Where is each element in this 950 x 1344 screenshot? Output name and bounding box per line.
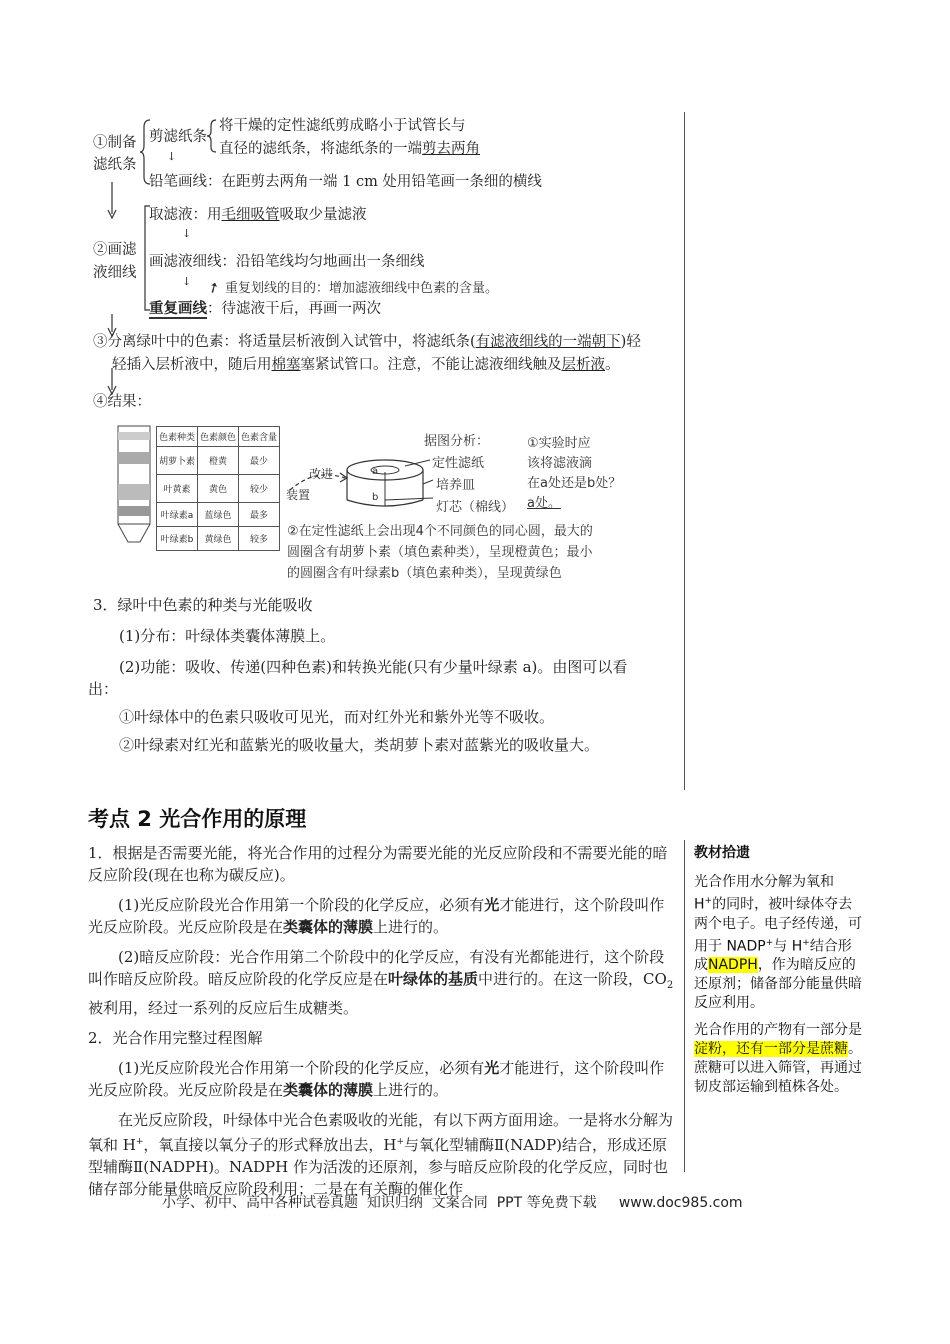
header-cell: 色素颜色 [198, 427, 239, 447]
cell: 最多 [239, 503, 280, 527]
cell: 较少 [239, 475, 280, 503]
table-row [157, 447, 280, 475]
main-p6: 在光反应阶段，叶绿体中光合色素吸收的光能，有以下两方面用途。一是将水分解为氧和 H+，氧直接以氧分子的形式释放出去，H+与氧化型辅酶Ⅱ(NADP)结合，形成还原型辅酶Ⅱ(NADPH)。NADPH 作为活泼的还原剂，参与暗反应阶段的化学反应，同时也储存部分能量供暗反应阶段利用；二是在有关酶的催化作 [88, 1111, 674, 1198]
main-p2: (1)光反应阶段光合作用第一个阶段的化学反应，必须有光才能进行，这个阶段叫作光反应阶段。光反应阶段是在类囊体的薄膜上进行的。 [88, 896, 665, 936]
main-p3: (2)暗反应阶段：光合作用第二个阶段中的化学反应，有没有光都能进行，这个阶段叫作暗反应阶段。暗反应阶段的化学反应是在叶绿体的基质中进行的。在这一阶段，$CO_2$被利用，经过一系列的反应后生成糖类。 [88, 948, 674, 1017]
divider-top [684, 112, 685, 790]
cell: 最少 [239, 447, 280, 475]
arrow-down-3: ↓ [182, 275, 192, 288]
arrow-down-1: ↓ [167, 150, 177, 163]
test-tube-strip [114, 424, 158, 550]
cut-label: 剪滤纸条 [149, 129, 207, 145]
cell: 橙黄 [198, 447, 239, 475]
main-p1: 1．根据是否需要光能，将光合作用的过程分为需要光能的光反应阶段和不需要光能的暗反应阶段(现在也称为碳反应)。 [88, 844, 668, 884]
cell: 黄色 [198, 475, 239, 503]
question2-line1: ②在定性滤纸上会出现4个不同颜色的同心圆，最大的 [287, 524, 593, 539]
sidebar-title: 教材拾遗 [694, 845, 750, 861]
step1-label: ①制备 [93, 135, 137, 151]
step1-label-2: 滤纸条 [93, 157, 137, 173]
main-p5: (1)光反应阶段光合作用第一个阶段的化学反应，必须有光才能进行，这个阶段叫作光反应阶段。光反应阶段是在类囊体的薄膜上进行的。 [88, 1059, 665, 1099]
divider-bottom [684, 840, 685, 1172]
section3-p4: ②叶绿素对红光和蓝紫光的吸收量大，类胡萝卜素对蓝紫光的吸收量大。 [119, 736, 600, 754]
cut-text-1: 将干燥的定性滤纸剪成略小于试管长与 [219, 118, 466, 134]
section3-p1: (1)分布：叶绿体类囊体薄膜上。 [119, 627, 336, 645]
take-text: 取滤液：用毛细吸管吸取少量滤液 [149, 207, 367, 223]
step2-label: ②画滤 [93, 242, 137, 258]
step3-line2: 轻插入层析液中，随后用棉塞塞紧试管口。注意，不能让滤液细线触及层析液。 [112, 357, 620, 373]
question2-line2: 圆圈含有胡萝卜素（填色素种类），呈现橙黄色；最小 [287, 545, 593, 560]
step2-label-2: 液细线 [93, 265, 137, 281]
table-row [157, 475, 280, 503]
question1-line2: 该将滤液滴 [527, 456, 593, 471]
step3-line1: ③分离绿叶中的色素：将适量层析液倒入试管中，将滤纸条(有滤液细线的一端朝下)轻 [93, 334, 641, 350]
repeat-text: 重复画线：待滤液干后，再画一两次 [149, 300, 381, 317]
sidebar-notes [694, 844, 864, 1097]
cell: 较多 [239, 527, 280, 551]
table-header-row [157, 427, 280, 447]
cell: 黄绿色 [198, 527, 239, 551]
main-p4: 2．光合作用完整过程图解 [88, 1029, 263, 1047]
figure-title: 据图分析： [424, 434, 490, 449]
cell: 叶绿素b [157, 527, 198, 551]
footer: 小学、初中、高中各种试卷真题 知识归纳 文案合同 PPT 等免费下载 www.doc985.com [162, 1195, 743, 1211]
table-row [157, 503, 280, 527]
note-arrow-icon: ➚ [204, 278, 223, 298]
cell: 叶黄素 [157, 475, 198, 503]
section3-p3: ①叶绿体中的色素只吸收可见光，而对红外光和紫外光等不吸收。 [119, 708, 555, 726]
improve-label: 改进 [309, 467, 334, 481]
pencil-text: 铅笔画线：在距剪去两角一端 1 cm 处用铅笔画一条细的横线 [149, 174, 542, 190]
question1-line3: 在a处还是b处？ [527, 476, 622, 491]
point-a-label: a [372, 466, 379, 477]
pigment-table [156, 426, 280, 551]
question1-answer: a处。 [527, 496, 561, 511]
section-heading: 考点 2 光合作用的原理 [88, 807, 307, 831]
section3-p2: (2)功能：吸收、传递(四种色素)和转换光能(只有少量叶绿素 a)。由图可以看 [119, 658, 628, 676]
sidebar-note-2: 光合作用的产物有一部分是淀粉，还有一部分是蔗糖。蔗糖可以进入筛管，再通过韧皮部运输到植株各处。 [694, 1022, 862, 1096]
main-content [88, 842, 676, 1200]
sidebar-note-1: 光合作用水分解为氧和H+的同时，被叶绿体夺去两个电子。电子经传递，可用于 NADP+与 H+结合形成NADPH，作为暗反应的还原剂；储备部分能量供暗反应利用。 [694, 874, 862, 1012]
table-row [157, 527, 280, 551]
cell: 蓝绿色 [198, 503, 239, 527]
section3-p2-cont: 出： [88, 680, 119, 698]
section3-title: 3．绿叶中色素的种类与光能吸收 [93, 596, 313, 614]
draw-text: 画滤液细线：沿铅笔线均匀地画出一条细线 [149, 254, 425, 270]
question2-line3: 的圆圈含有叶绿素b（填色素种类），呈现黄绿色 [287, 566, 562, 581]
cell: 胡萝卜素 [157, 447, 198, 475]
step4-label: ④结果： [93, 394, 151, 410]
point-b-label: b [372, 492, 379, 503]
cell: 叶绿素a [157, 503, 198, 527]
cut-text-2: 直径的滤纸条，将滤纸条的一端剪去两角 [219, 141, 480, 157]
header-cell: 色素种类 [157, 427, 198, 447]
dish-label: 培养皿 [436, 478, 476, 493]
filter-label: 定性滤纸 [432, 456, 485, 471]
handwritten-note: 重复划线的目的：增加滤液细线中色素的含量。 [225, 281, 499, 296]
header-cell: 色素含量 [239, 427, 280, 447]
question1-line1: ①实验时应 [527, 436, 591, 451]
arrow-down-2: ↓ [182, 227, 192, 240]
flow-arrow-1 [105, 180, 119, 220]
wick-label: 灯芯（棉线） [436, 500, 515, 515]
device-label: 装置 [286, 488, 311, 502]
